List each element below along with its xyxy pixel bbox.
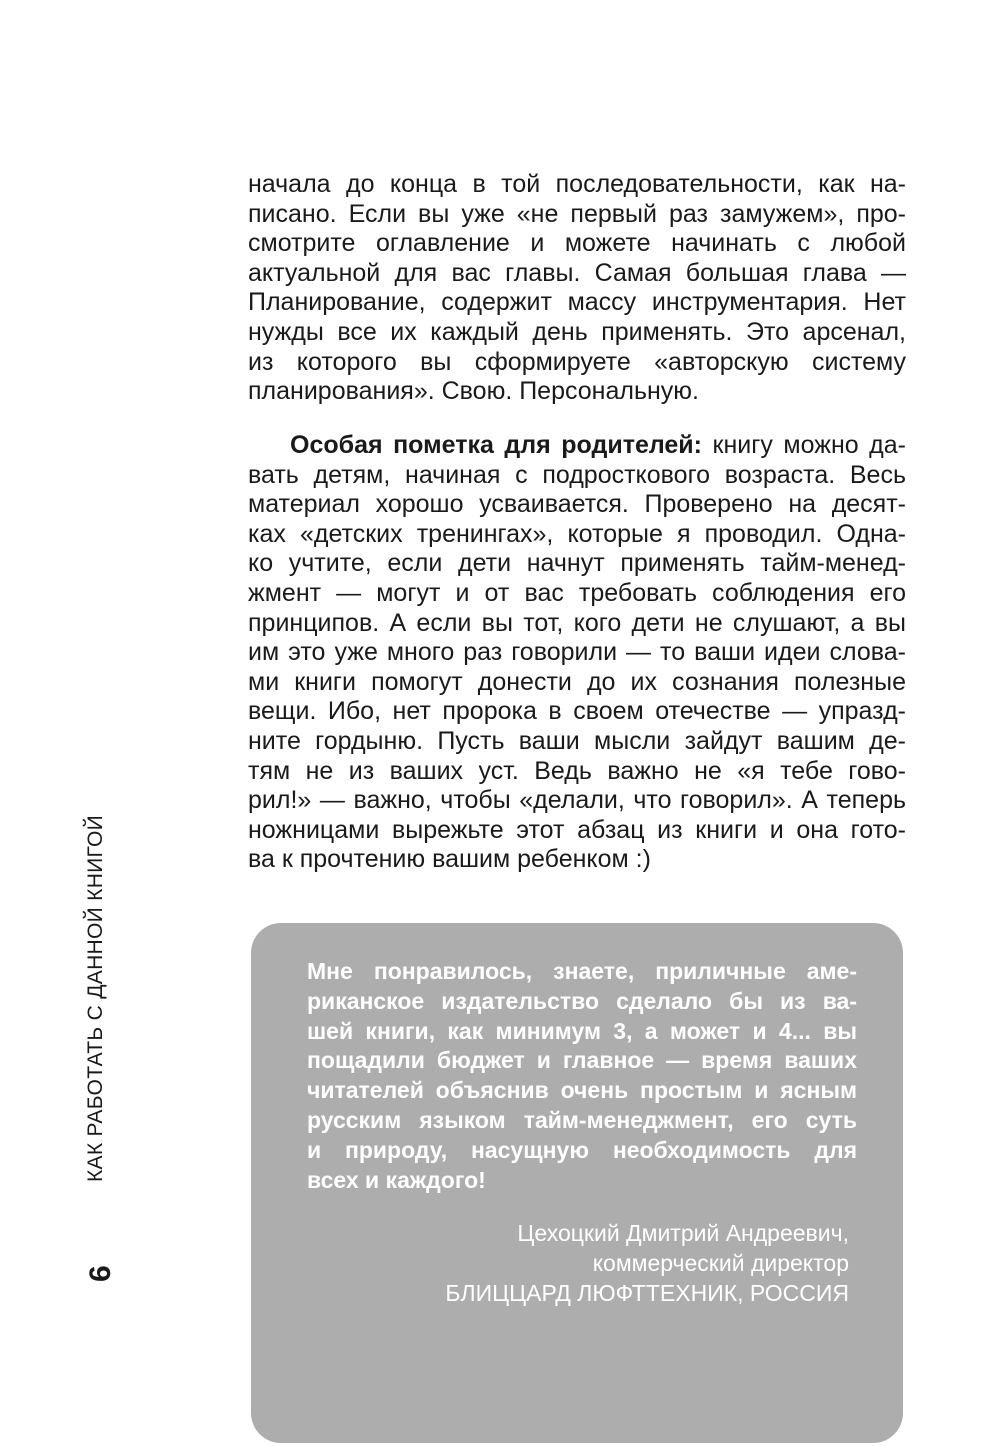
- text-line: ва к прочтению вашим ребенком :): [248, 845, 651, 874]
- testimonial-text: [307, 957, 857, 1195]
- text-line: нужды все их каждый день применять. Это арсенал,: [248, 317, 906, 346]
- text-line: принципов. А если вы тот, кого дети не слушают, а вы: [248, 608, 906, 637]
- quote-line: Мне понравилось, знаете, приличные аме-: [307, 958, 857, 984]
- text-line: материал хорошо усваивается. Проверено на десят-: [248, 490, 906, 519]
- chapter-side-label: КАК РАБОТАТЬ С ДАННОЙ КНИГОЙ: [84, 814, 107, 1182]
- quote-line: русским языком тайм-менеджмент, его суть: [307, 1106, 857, 1133]
- page-number: 6: [84, 1265, 117, 1282]
- quote-line: читателей объяснив очень простым и ясным: [307, 1077, 857, 1104]
- text-line: им это уже много раз говорили — то ваши идеи слова-: [248, 638, 906, 667]
- text-line: рил!» — важно, чтобы «делали, что говорил». А теперь: [248, 786, 906, 815]
- quote-line: всех и каждого!: [307, 1166, 486, 1193]
- text-line: Планирование, содержит массу инструментария. Нет: [248, 288, 906, 317]
- author-company: БЛИЦЦАРД ЛЮФТТЕХНИК, РОССИЯ: [445, 1279, 849, 1306]
- author-name: Цехоцкий Дмитрий Андреевич,: [517, 1220, 849, 1246]
- quote-line: и природу, насущную необходимость для: [307, 1136, 857, 1163]
- quote-line: шей книги, как минимум 3, а может и 4... вы: [307, 1017, 857, 1044]
- text-line: актуальной для вас главы. Самая большая глава —: [248, 258, 906, 287]
- paragraph-parents-note: [248, 431, 906, 875]
- testimonial-attribution: [445, 1219, 849, 1308]
- text-line: ках «детских тренингах», которые я проводил. Одна-: [248, 519, 906, 548]
- text-line: из которого вы сформируете «авторскую систему: [248, 347, 906, 376]
- text-line: ко учтите, если дети начнут применять тайм-менед-: [248, 549, 906, 578]
- quote-line: риканское издательство сделало бы из ва-: [307, 987, 857, 1014]
- text-line: писано. Если вы уже «не первый раз замужем», про-: [248, 199, 906, 228]
- parents-note-lead: Особая пометка для родителей:: [290, 431, 703, 459]
- text-line: планирования». Свою. Персональную.: [248, 377, 700, 406]
- text-line: начала до конца в той последовательности, как на-: [248, 170, 906, 198]
- text-line: жмент — могут и от вас требовать соблюдения его: [248, 578, 906, 607]
- text-line-first: [248, 431, 906, 461]
- text-line: ните гордыню. Пусть ваши мысли зайдут вашим де-: [248, 726, 906, 755]
- testimonial-box: [251, 923, 903, 1443]
- text-fragment: книгу можно да-: [702, 431, 906, 459]
- text-line: вещи. Ибо, нет пророка в своем отечестве — упразд-: [248, 697, 906, 726]
- text-line: ножницами вырежьте этот абзац из книги и она гото-: [248, 815, 906, 844]
- text-line: смотрите оглавление и можете начинать с любой: [248, 229, 906, 258]
- author-position: коммерческий директор: [592, 1249, 849, 1276]
- text-line: вать детям, начиная с подросткового возраста. Весь: [248, 460, 906, 489]
- text-line: тям не из ваших уст. Ведь важно не «я тебе гово-: [248, 756, 906, 785]
- quote-line: пощадили бюджет и главное — время ваших: [307, 1047, 857, 1074]
- paragraph-reading-order: [248, 170, 906, 407]
- text-line: ми книги помогут донести до их сознания полезные: [248, 667, 906, 696]
